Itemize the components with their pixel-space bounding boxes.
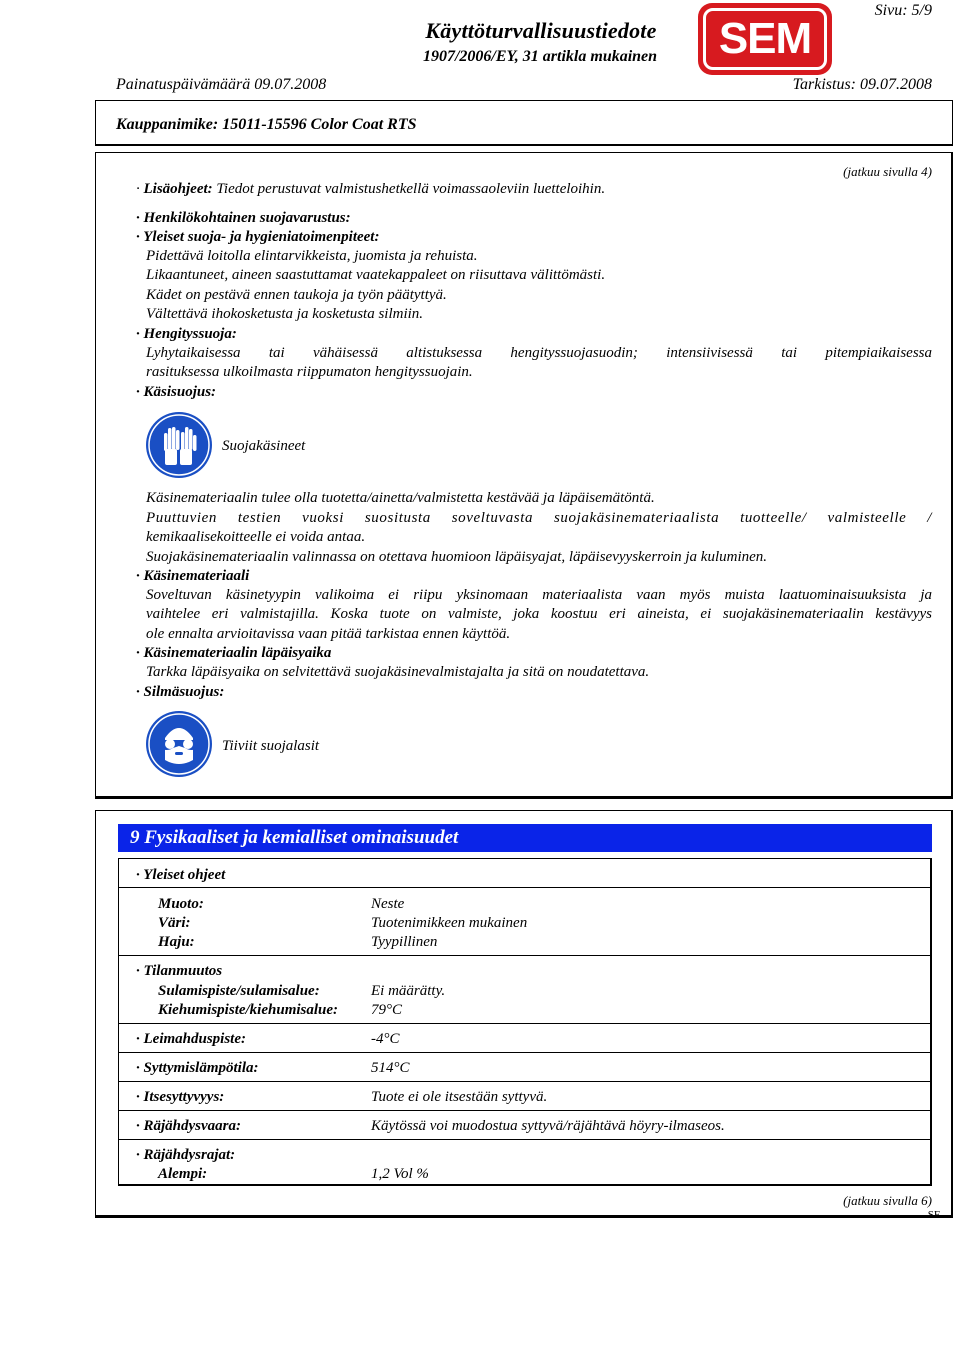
language-code: SF (927, 1209, 940, 1221)
flash-point-label: · Leimahduspiste: (136, 1031, 247, 1047)
ignition-temp-label: · Syttymislämpötila: (136, 1060, 259, 1076)
hygiene-line: Vältettävä ihokosketusta ja kosketusta silmiin. (146, 306, 424, 322)
glove-material-heading: · Käsinemateriaali (136, 568, 250, 584)
ppe-heading: · Henkilökohtainen suojavarustus: (136, 210, 351, 226)
divider (118, 1110, 932, 1111)
hygiene-line: Kädet on pestävä ennen taukoja ja työn päätyttyä. (146, 287, 447, 303)
respiratory-text: rasituksessa ulkoilmasta riippumaton hengityssuojain. (146, 364, 473, 380)
glove-material-text: Soveltuvan käsinetyypin valikoima ei riipu yksinomaan materiaalista vaan myös muista laatuominaisuuksista ja (146, 587, 932, 603)
glove-text: Puuttuvien testien vuoksi suositusta soveltuvasta suojakäsinemateriaalista tuotteelle/ valmisteelle / (146, 510, 932, 526)
section9-title: 9 Fysikaaliset ja kemialliset ominaisuudet (118, 824, 932, 852)
boiling-point-label: Kiehumispiste/kiehumisalue: (158, 1002, 339, 1018)
hygiene-line: Likaantuneet, aineen saastuttamat vaatekappaleet on riisuttava välittömästi. (146, 267, 606, 283)
explosion-limits-heading: · Räjähdysrajat: (136, 1147, 236, 1163)
hygiene-line: Pidettävä loitolla elintarvikkeista, juomista ja rehuista. (146, 248, 478, 264)
penetration-heading: · Käsinemateriaalin läpäisyaika (136, 645, 332, 661)
self-ignition-value: Tuote ei ole itsestään syttyvä. (371, 1089, 548, 1105)
boiling-point-value: 79°C (371, 1002, 403, 1018)
additional-info-text: Tiedot perustuvat valmistushetkellä voimassaoleviin luetteloihin. (216, 181, 606, 197)
continued-from: (jatkuu sivulla 4) (843, 164, 932, 179)
state-change-heading: · Tilanmuutos (136, 963, 223, 979)
divider (118, 887, 932, 888)
glove-text: kemikaalisekoitteelle ei voida antaa. (146, 529, 366, 545)
page-number: Sivu: 5/9 (874, 2, 932, 19)
melting-point-value: Ei määrätty. (371, 983, 446, 999)
form-value: Neste (371, 896, 405, 912)
goggles-icon (145, 710, 213, 778)
general-heading: · Yleiset ohjeet (136, 867, 226, 883)
additional-info: · Lisäohjeet: Tiedot perustuvat valmistushetkellä voimassaoleviin luetteloihin. (136, 181, 606, 197)
glove-text: Suojakäsinemateriaalin valinnassa on otettava huomioon läpäisyajat, läpäisevyyskerroin ja kuluminen. (146, 549, 768, 565)
glove-material-text: ole ennalta arvioitavissa vaan pitää tarkistaa ennen käyttöä. (146, 626, 511, 642)
ignition-temp-value: 514°C (371, 1060, 410, 1076)
respiratory-text: Lyhytaikaisessa tai vähäisessä altistuksessa hengityssuojasuodin; intensiivisessä tai pitempiaikaisessa (146, 345, 932, 361)
self-ignition-label: · Itsesyttyvyys: (136, 1089, 225, 1105)
document-subtitle: 1907/2006/EY, 31 artikla mukainen (422, 48, 658, 65)
divider (118, 1052, 932, 1053)
product-name: Kauppanimike: 15011-15596 Color Coat RTS (116, 116, 417, 133)
respiratory-heading: · Hengityssuoja: (136, 326, 237, 342)
lower-limit-label: Alempi: (158, 1166, 208, 1182)
continued-to: (jatkuu sivulla 6) (843, 1193, 932, 1208)
sem-logo (698, 3, 832, 75)
eye-protection-heading: · Silmäsuojus: (136, 684, 225, 700)
form-label: Muoto: (158, 896, 204, 912)
hand-protection-heading: · Käsisuojus: (136, 384, 217, 400)
divider (118, 1081, 932, 1082)
hygiene-heading: · Yleiset suoja- ja hygieniatoimenpiteet: (136, 229, 380, 245)
flash-point-value: -4°C (371, 1031, 400, 1047)
sem-logo-text: SEM (703, 8, 827, 70)
gloves-icon (145, 411, 213, 479)
odor-label: Haju: (158, 934, 195, 950)
properties-table (118, 858, 932, 1186)
divider (118, 1139, 932, 1140)
goggles-icon-label: Tiiviit suojalasit (222, 738, 320, 754)
glove-material-text: vaihtelee eri valmistajilla. Koska tuote on valmiste, joka koostuu eri aineista, ei suojakäsinemateriaalin kestävyys (146, 606, 932, 622)
revision-date: Tarkistus: 09.07.2008 (792, 76, 932, 93)
explosion-hazard-label: · Räjähdysvaara: (136, 1118, 241, 1134)
glove-text: Käsinemateriaalin tulee olla tuotetta/ainetta/valmistetta kestävää ja läpäisemätöntä. (146, 490, 655, 506)
explosion-hazard-value: Käytössä voi muodostua syttyvä/räjähtävä höyry-ilmaseos. (371, 1118, 725, 1134)
color-value: Tuotenimikkeen mukainen (371, 915, 528, 931)
odor-value: Tyypillinen (371, 934, 438, 950)
print-date: Painatuspäivämäärä 09.07.2008 (116, 76, 327, 93)
divider (118, 1023, 932, 1024)
divider (118, 955, 932, 956)
lower-limit-value: 1,2 Vol % (371, 1166, 429, 1182)
color-label: Väri: (158, 915, 191, 931)
document-title: Käyttöturvallisuustiedote (425, 18, 657, 43)
melting-point-label: Sulamispiste/sulamisalue: (158, 983, 320, 999)
penetration-text: Tarkka läpäisyaika on selvitettävä suojakäsinevalmistajalta ja sitä on noudatettava. (146, 664, 650, 680)
additional-info-label: Lisäohjeet: (143, 181, 213, 197)
gloves-icon-label: Suojakäsineet (222, 438, 306, 454)
